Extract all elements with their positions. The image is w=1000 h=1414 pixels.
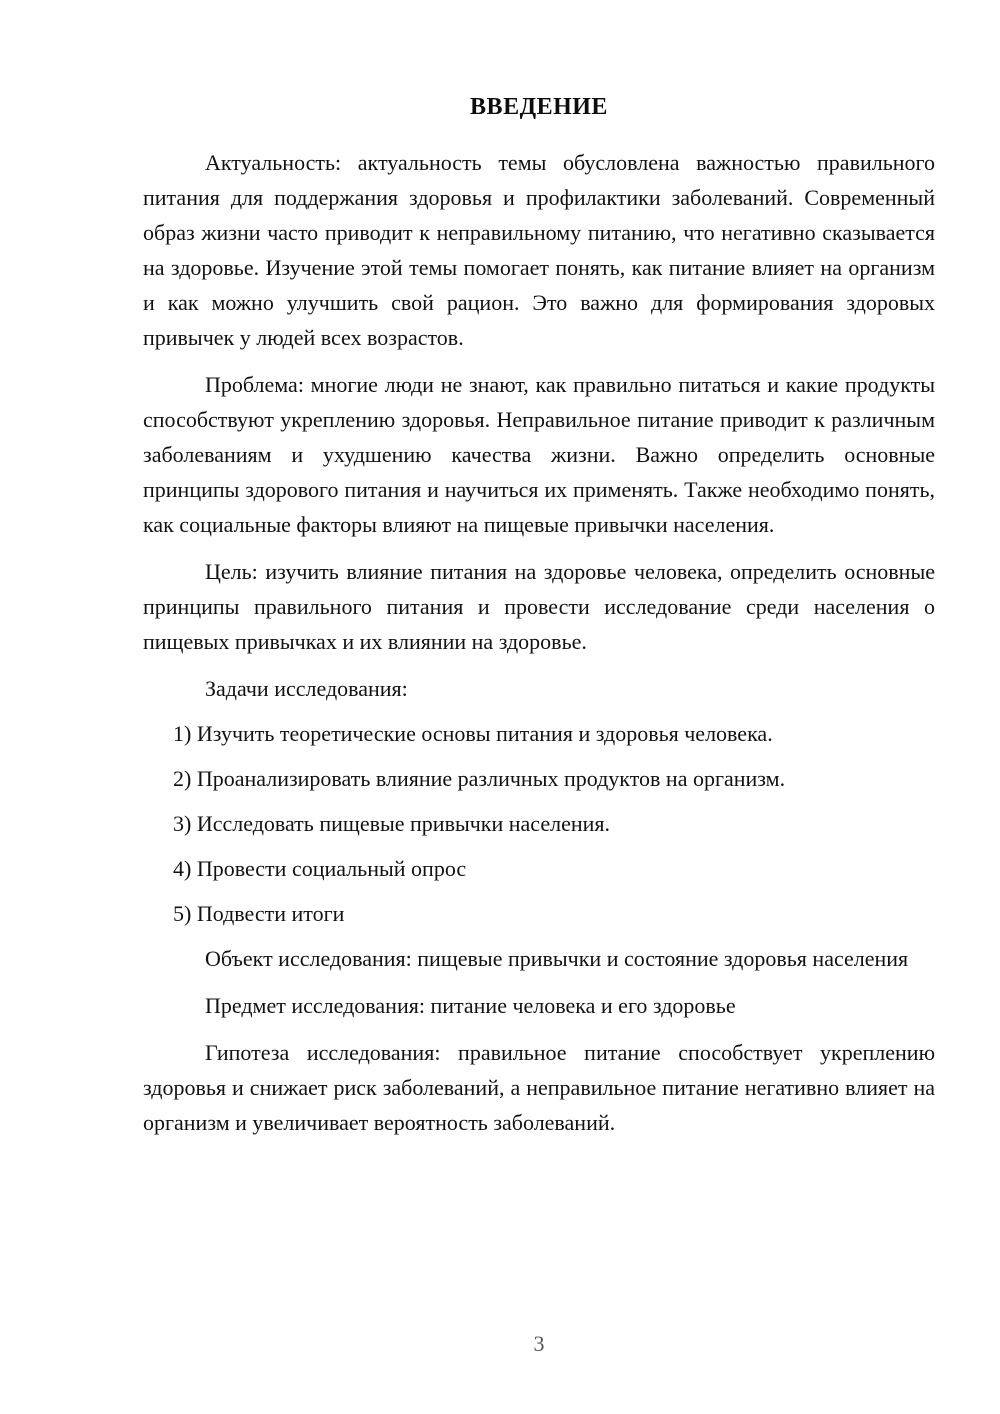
paragraph-subject: Предмет исследования: питание человека и его здоровье: [205, 993, 736, 1018]
task-item-4: 4) Провести социальный опрос: [173, 856, 467, 881]
paragraph-relevance: Актуальность: актуальность темы обусловлена важностью правильного питания для поддержания здоровья и профилактики заболеваний. Современный образ жизни часто приводит к неправильному питанию, что негативно сказывается на здоровье. Изучение этой темы помогает понять, как питание влияет на организм и как можно улучшить свой рацион. Это важно для формирования здоровых привычек у людей всех возрастов.: [143, 150, 935, 350]
task-item-1: 1) Изучить теоретические основы питания и здоровья человека.: [173, 721, 773, 746]
paragraph-hypothesis: Гипотеза исследования: правильное питание способствует укреплению здоровья и снижает риск заболеваний, а неправильное питание негативно влияет на организм и увеличивает вероятность заболеваний.: [143, 1040, 935, 1135]
tasks-heading: Задачи исследования:: [205, 676, 408, 701]
paragraph-object: Объект исследования: пищевые привычки и состояние здоровья населения: [205, 946, 909, 971]
paragraph-problem: Проблема: многие люди не знают, как правильно питаться и какие продукты способствуют укреплению здоровья. Неправильное питание приводит к различным заболеваниям и ухудшению качества жизни. Важно определить основные принципы здорового питания и научиться их применять. Также необходимо понять, как социальные факторы влияют на пищевые привычки населения.: [143, 372, 935, 537]
page-number: 3: [533, 1331, 545, 1356]
paragraph-goal: Цель: изучить влияние питания на здоровье человека, определить основные принципы правильного питания и провести исследование среди населения о пищевых привычках и их влиянии на здоровье.: [143, 559, 935, 654]
tasks-list: [143, 716, 935, 931]
task-item-3: 3) Исследовать пищевые привычки населения.: [173, 811, 611, 836]
document-title: ВВЕДЕНИЕ: [470, 94, 608, 120]
task-item-2: 2) Проанализировать влияние различных продуктов на организм.: [173, 766, 786, 791]
task-item-5: 5) Подвести итоги: [173, 901, 345, 926]
